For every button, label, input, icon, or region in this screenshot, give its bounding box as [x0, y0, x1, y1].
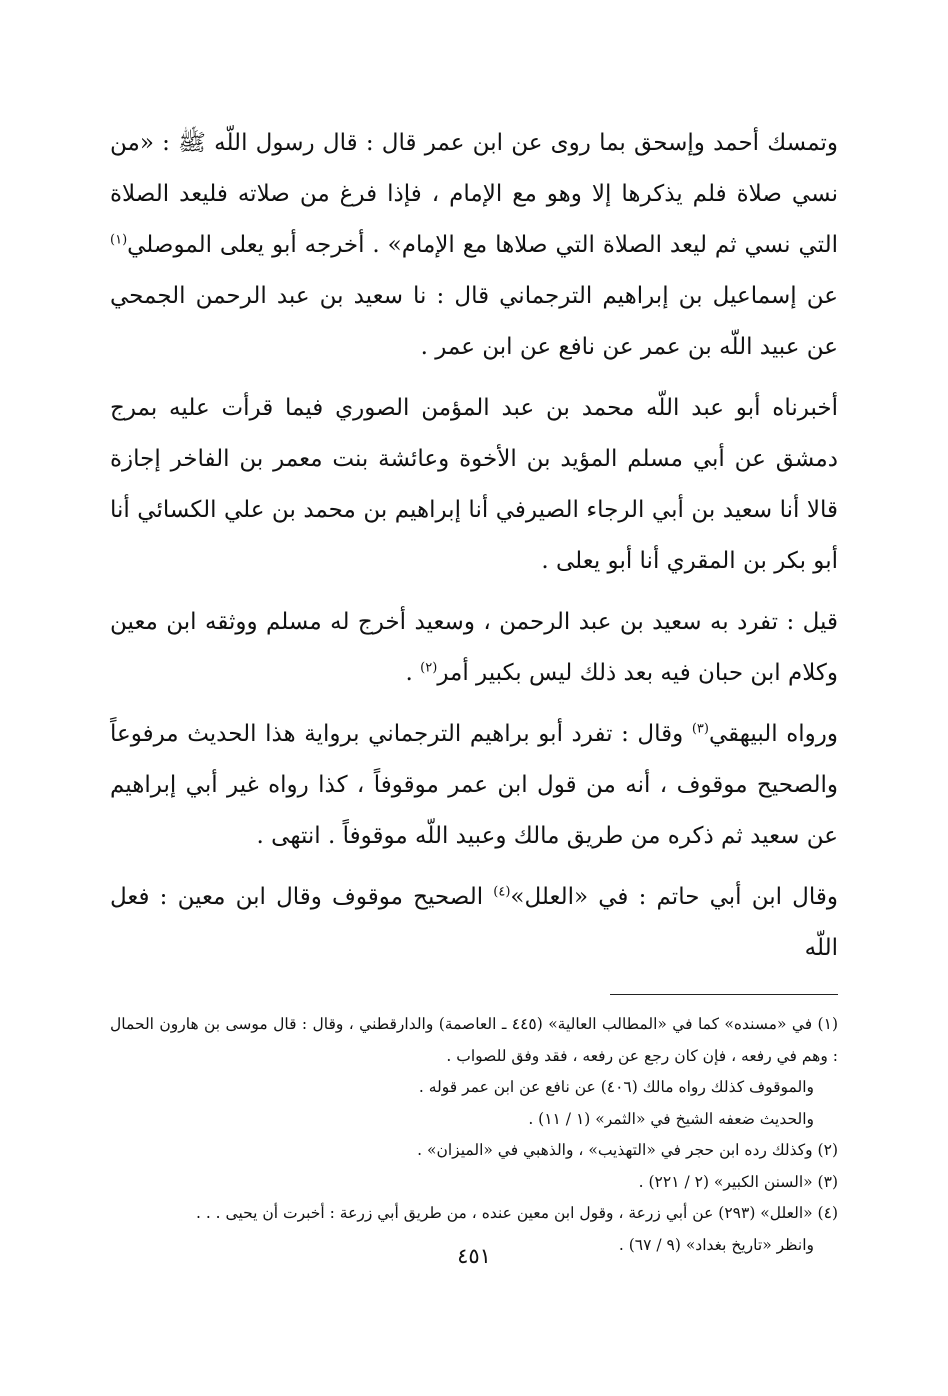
footnote-ref[interactable]: (٤) — [493, 884, 511, 900]
main-text — [110, 118, 838, 974]
page-number: ٤٥١ — [457, 1244, 491, 1268]
paragraph-text: وقال : تفرد أبو براهيم الترجماني برواية هذا الحديث مرفوعاً والصحيح موقوف ، أنه من قول ابن عمر موقوفاً ، كذا رواه غير أبي إبراهيم عن سعيد ثم ذكره من طريق مالك وعبيد اللّه موقوفاً . انتهى . — [110, 721, 838, 849]
footnote-ref[interactable]: (١) — [110, 232, 128, 248]
paragraph — [110, 118, 838, 373]
paragraph-text: الصحيح موقوف وقال ابن معين : فعل اللّه — [110, 884, 838, 961]
footnote: والحديث ضعفه الشيخ في «الثمر» (١ / ١١) . — [528, 1109, 814, 1128]
book-page — [110, 118, 838, 1261]
footnote: (١) في «مسنده» كما في «المطالب العالية» (٤٤٥ ـ العاصمة) والدارقطني ، وقال : قال موسى بن هارون الحمال : وهم في رفعه ، فإن كان رجع عن رفعه ، فقد وفق للصواب . — [110, 1015, 838, 1065]
footnote-ref[interactable]: (٣) — [691, 721, 709, 737]
footnote: والموقوف كذلك رواه مالك (٤٠٦) عن نافع عن ابن عمر قوله . — [418, 1078, 814, 1096]
paragraph-text: وتمسك أحمد وإسحق بما روى عن ابن عمر قال : قال رسول اللّه ﷺ : «من نسي صلاة فلم يذكرها إلا وهو مع الإمام ، فإذا فرغ من صلاته فليعد الصلاة التي نسي ثم ليعد الصلاة التي صلاها مع الإمام» . أخرجه أبو يعلى الموصلي — [110, 130, 838, 258]
footnote-ref[interactable]: (٢) — [420, 660, 438, 676]
footnotes — [110, 1009, 838, 1261]
paragraph-text: ورواه البيهقي — [708, 721, 838, 747]
footnote: (٤) «العلل» (٢٩٣) عن أبي زرعة ، وقول ابن معين عنده ، من طريق أبي زرعة : أخبرت أن يحيى . . . — [195, 1204, 838, 1222]
footnote-separator — [610, 994, 838, 995]
paragraph-text: . — [405, 660, 421, 686]
paragraph — [110, 597, 838, 699]
footnote: (٣) «السنن الكبير» (٢ / ٢٢١) . — [638, 1172, 838, 1191]
paragraph — [110, 709, 838, 862]
footnote: (٢) وكذلك رده ابن حجر في «التهذيب» ، والذهبي في «الميزان» . — [417, 1141, 838, 1159]
paragraph: أخبرناه أبو عبد اللّه محمد بن عبد المؤمن الصوري فيما قرأت عليه بمرج دمشق عن أبي مسلم المؤيد بن الأخوة وعائشة بنت معمر بن الفاخر إجازة قالا أنا سعيد بن أبي الرجاء الصيرفي أنا إبراهيم بن محمد بن علي الكسائي أنا أبو بكر بن المقري أنا أبو يعلى . — [110, 395, 838, 574]
paragraph-text: قيل : تفرد به سعيد بن عبد الرحمن ، وسعيد أخرج له مسلم ووثقه ابن معين وكلام ابن حبان فيه بعد ذلك ليس بكبير أمر — [110, 609, 838, 686]
footnote: وانظر «تاريخ بغداد» (٩ / ٦٧) . — [618, 1235, 814, 1254]
paragraph-text: وقال ابن أبي حاتم : في «العلل» — [510, 884, 838, 910]
paragraph — [110, 872, 838, 974]
paragraph-text: عن إسماعيل بن إبراهيم الترجماني قال : نا سعيد بن عبد الرحمن الجمحي عن عبيد اللّه بن عمر عن نافع عن ابن عمر . — [110, 283, 838, 360]
